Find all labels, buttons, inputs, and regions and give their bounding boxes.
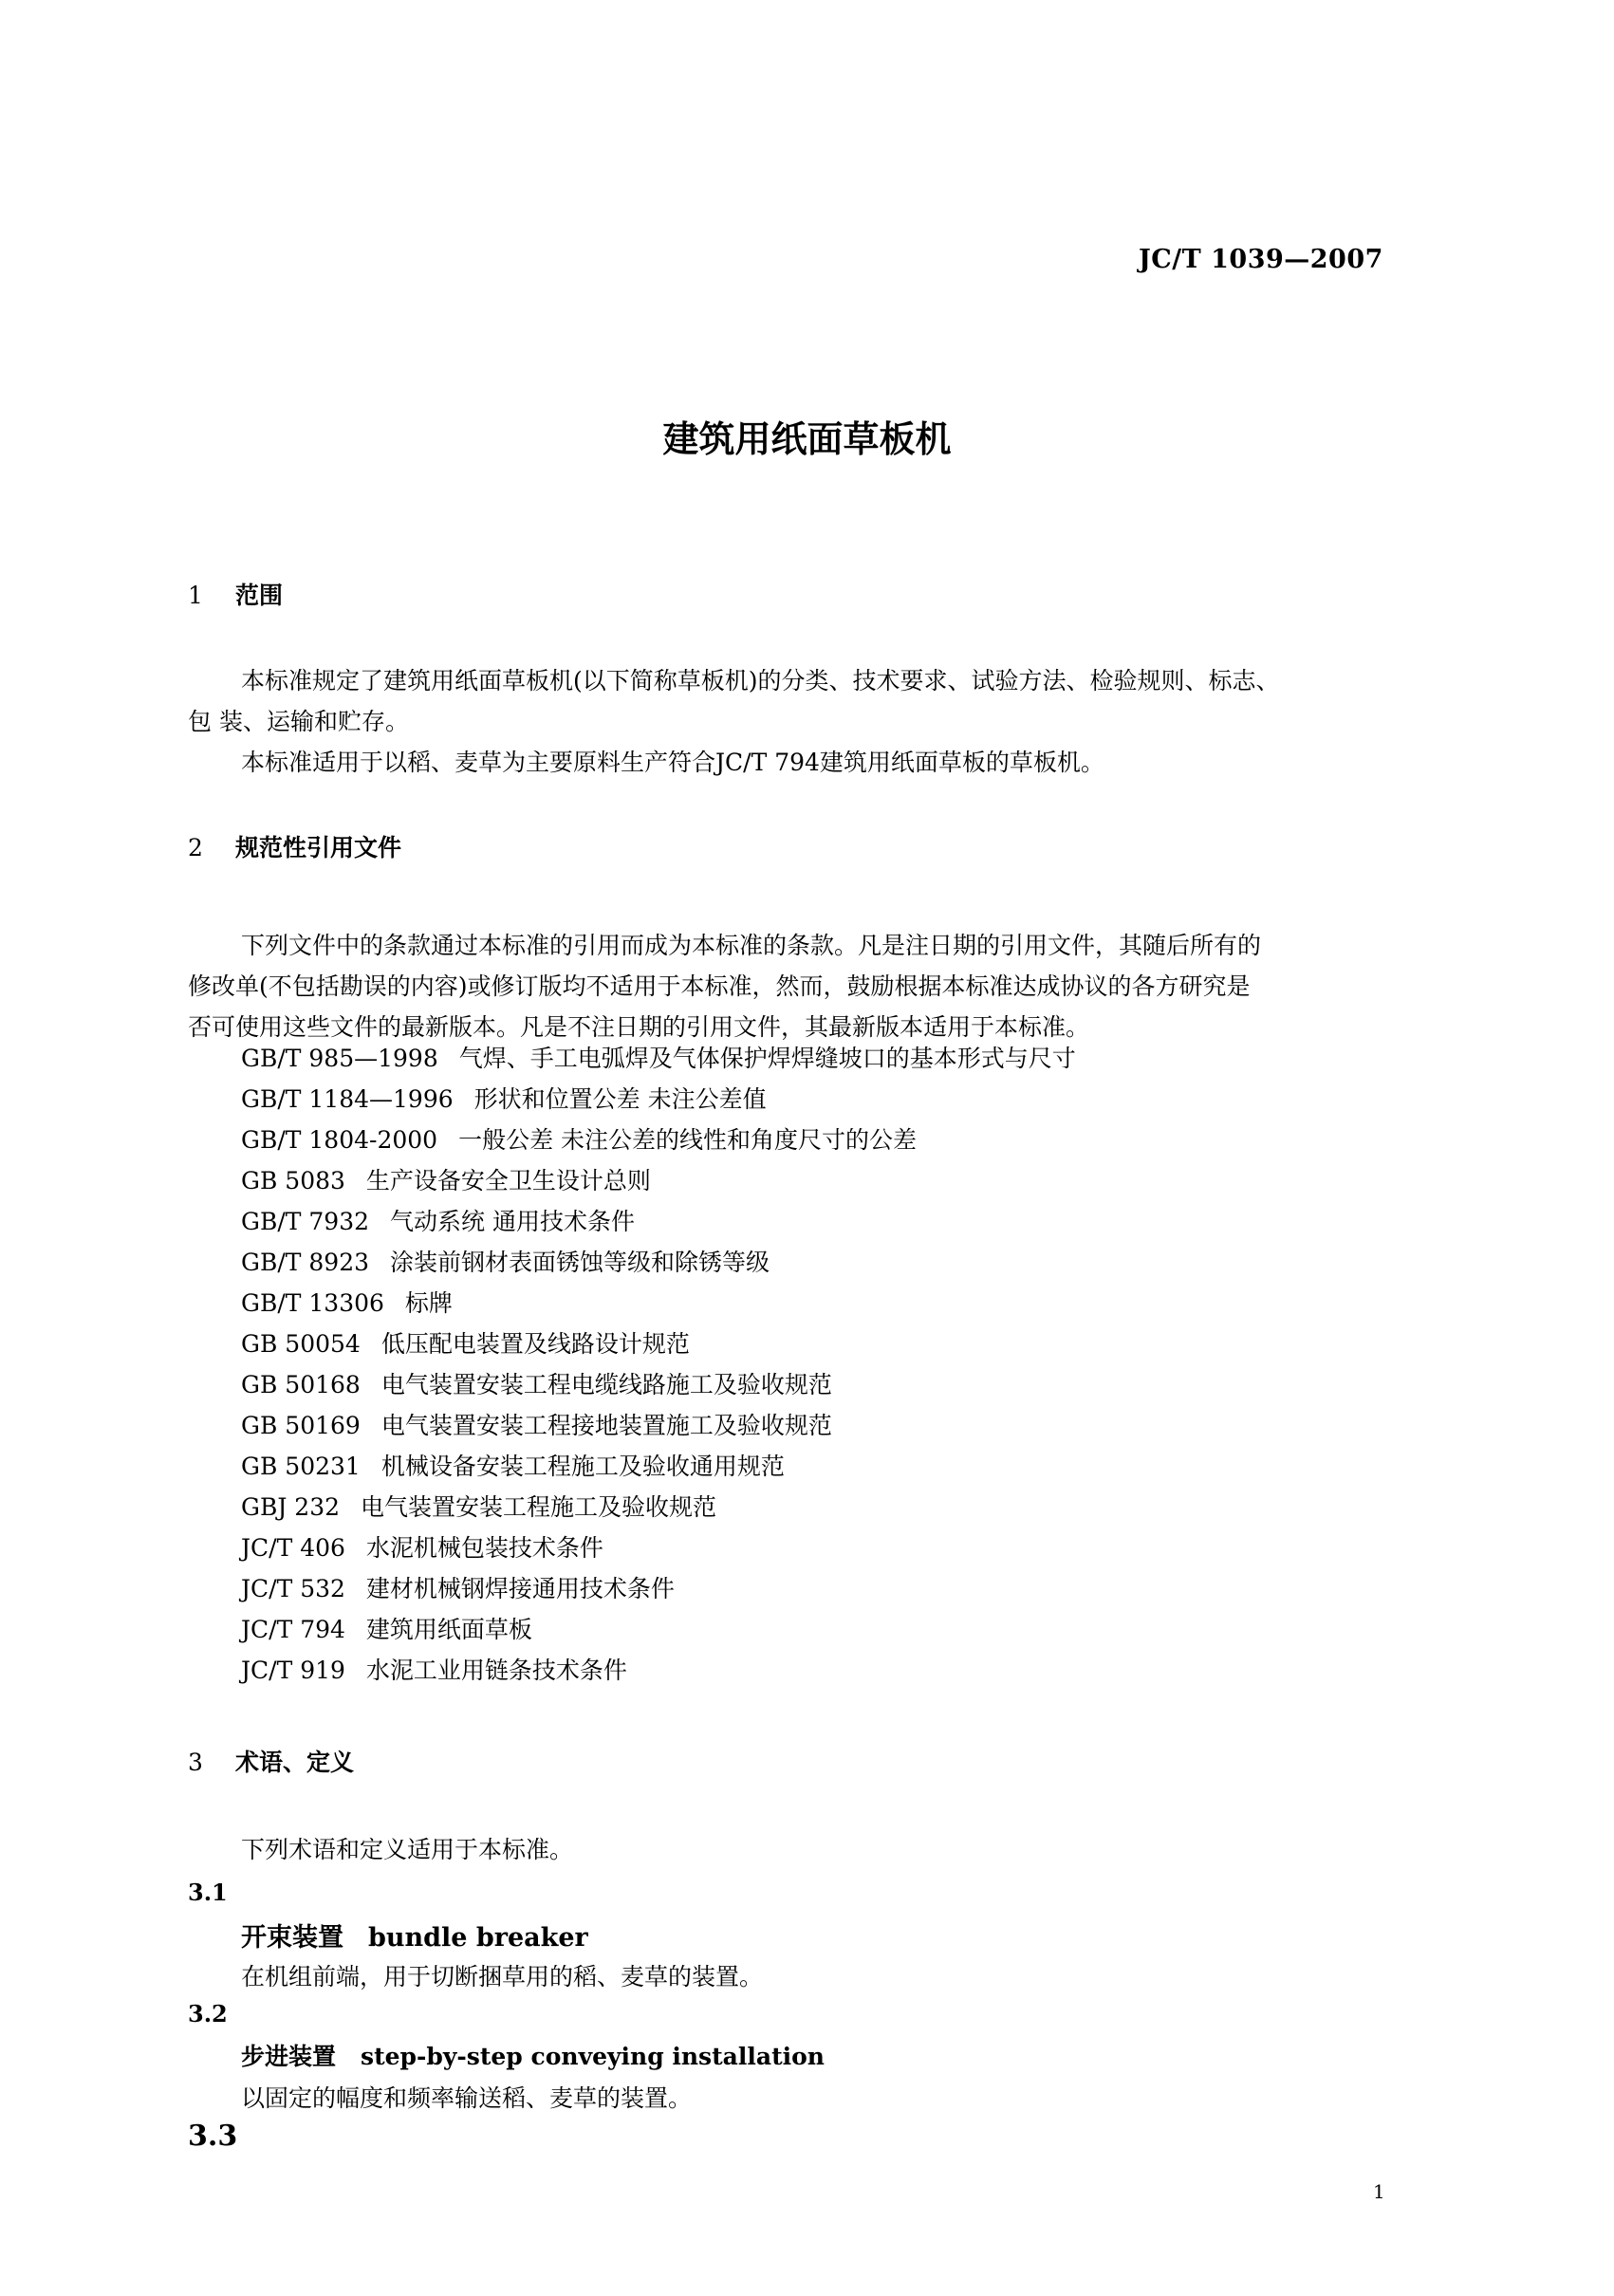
reference-code: JC/T 794 (241, 1616, 345, 1643)
reference-item (241, 1652, 627, 1686)
section-title: 规范性引用文件 (235, 834, 402, 861)
section-number: 3 (188, 1749, 203, 1776)
reference-item (241, 1407, 832, 1441)
reference-item (241, 1489, 716, 1523)
reference-item (241, 1529, 603, 1564)
reference-code: GB 50054 (241, 1330, 361, 1358)
reference-title: 建筑用纸面草板 (365, 1616, 532, 1643)
standard-code: JC/T 1039—2007 (1139, 245, 1383, 274)
reference-item (241, 1611, 532, 1645)
paragraph-line: 本标准适用于以稻、麦草为主要原料生产符合JC/T 794建筑用纸面草板的草板机。 (241, 749, 1104, 776)
section-2-paragraph-line-2: 修改单(不包括勘误的内容)或修订版均不适用于本标准，然而，鼓励根据本标准达成协议的各方研究是 (188, 972, 1251, 1000)
reference-title: 低压配电装置及线路设计规范 (380, 1330, 690, 1358)
reference-title: 标牌 (404, 1289, 453, 1317)
term-en: step-by-step conveying installation (361, 2043, 825, 2070)
reference-title: 形状和位置公差 未注公差值 (473, 1085, 767, 1113)
reference-code: GB 50231 (241, 1453, 361, 1480)
section-3-heading (188, 1744, 354, 1778)
reference-item (241, 1040, 1076, 1074)
section-2-heading (188, 829, 401, 863)
reference-title: 电气装置安装工程电缆线路施工及验收规范 (380, 1371, 832, 1398)
paragraph-line: 本标准规定了建筑用纸面草板机(以下简称草板机)的分类、技术要求、试验方法、检验规则、标志、 (241, 667, 1280, 694)
reference-title: 机械设备安装工程施工及验收通用规范 (380, 1453, 785, 1480)
reference-code: GB/T 1804-2000 (241, 1126, 438, 1154)
reference-title: 水泥工业用链条技术条件 (365, 1657, 627, 1684)
reference-code: JC/T 406 (241, 1534, 345, 1562)
section-1-heading (188, 577, 283, 611)
reference-code: GB 5083 (241, 1167, 345, 1194)
page-number: 1 (1373, 2180, 1385, 2203)
reference-item (241, 1285, 453, 1319)
reference-item (241, 1325, 690, 1360)
reference-code: GBJ 232 (241, 1493, 341, 1521)
term-zh: 开束装置 (241, 1923, 343, 1953)
reference-code: GB/T 8923 (241, 1249, 370, 1276)
reference-item (241, 1570, 675, 1604)
reference-code: JC/T 532 (241, 1575, 345, 1602)
term-definition: 在机组前端，用于切断捆草用的稻、麦草的装置。 (241, 1963, 764, 1990)
reference-code: GB/T 13306 (241, 1289, 384, 1317)
reference-item (241, 1203, 635, 1237)
clause-number: 3.2 (188, 2000, 228, 2028)
section-number: 1 (188, 582, 203, 609)
section-1-paragraph-2 (188, 742, 1440, 783)
term-heading (241, 2038, 825, 2072)
reference-code: GB/T 1184—1996 (241, 1085, 454, 1113)
reference-item (241, 1081, 767, 1115)
clause-number: 3.1 (188, 1879, 228, 1906)
reference-title: 涂装前钢材表面锈蚀等级和除锈等级 (390, 1249, 770, 1276)
reference-title: 一般公差 未注公差的线性和角度尺寸的公差 (458, 1126, 918, 1154)
section-1-paragraph-1 (188, 660, 1440, 701)
reference-title: 电气装置安装工程施工及验收规范 (361, 1493, 717, 1521)
reference-item (241, 1448, 785, 1482)
reference-code: JC/T 919 (241, 1657, 345, 1684)
reference-code: GB/T 985—1998 (241, 1045, 438, 1072)
reference-item (241, 1244, 770, 1278)
section-title: 术语、定义 (235, 1749, 355, 1776)
section-2-paragraph-line-3: 否可使用这些文件的最新版本。凡是不注日期的引用文件，其最新版本适用于本标准。 (188, 1013, 1090, 1041)
reference-item (241, 1162, 651, 1196)
section-1-paragraph-1-cont (188, 701, 1440, 742)
section-number: 2 (188, 834, 203, 861)
document-title: 建筑用纸面草板机 (662, 418, 952, 460)
reference-item (241, 1366, 832, 1400)
reference-code: GB/T 7932 (241, 1208, 370, 1235)
reference-item (241, 1121, 917, 1156)
term-en: bundle breaker (368, 1923, 588, 1953)
clause-number: 3.3 (188, 2120, 238, 2153)
reference-title: 生产设备安全卫生设计总则 (365, 1167, 651, 1194)
section-3-intro: 下列术语和定义适用于本标准。 (241, 1836, 574, 1863)
reference-title: 气动系统 通用技术条件 (390, 1208, 635, 1235)
reference-title: 水泥机械包装技术条件 (365, 1534, 603, 1562)
reference-title: 气焊、手工电弧焊及气体保护焊焊缝坡口的基本形式与尺寸 (458, 1045, 1076, 1072)
reference-title: 电气装置安装工程接地装置施工及验收规范 (380, 1412, 832, 1439)
reference-code: GB 50168 (241, 1371, 361, 1398)
section-title: 范围 (235, 582, 284, 609)
reference-code: GB 50169 (241, 1412, 361, 1439)
paragraph-line: 包 装、运输和贮存。 (188, 708, 409, 735)
term-heading (241, 1916, 588, 1953)
reference-title: 建材机械钢焊接通用技术条件 (365, 1575, 675, 1602)
term-definition: 以固定的幅度和频率输送稻、麦草的装置。 (241, 2084, 693, 2112)
term-zh: 步进装置 (241, 2043, 337, 2070)
section-2-paragraph-line-1: 下列文件中的条款通过本标准的引用而成为本标准的条款。凡是注日期的引用文件，其随后所有的 (241, 932, 1262, 959)
